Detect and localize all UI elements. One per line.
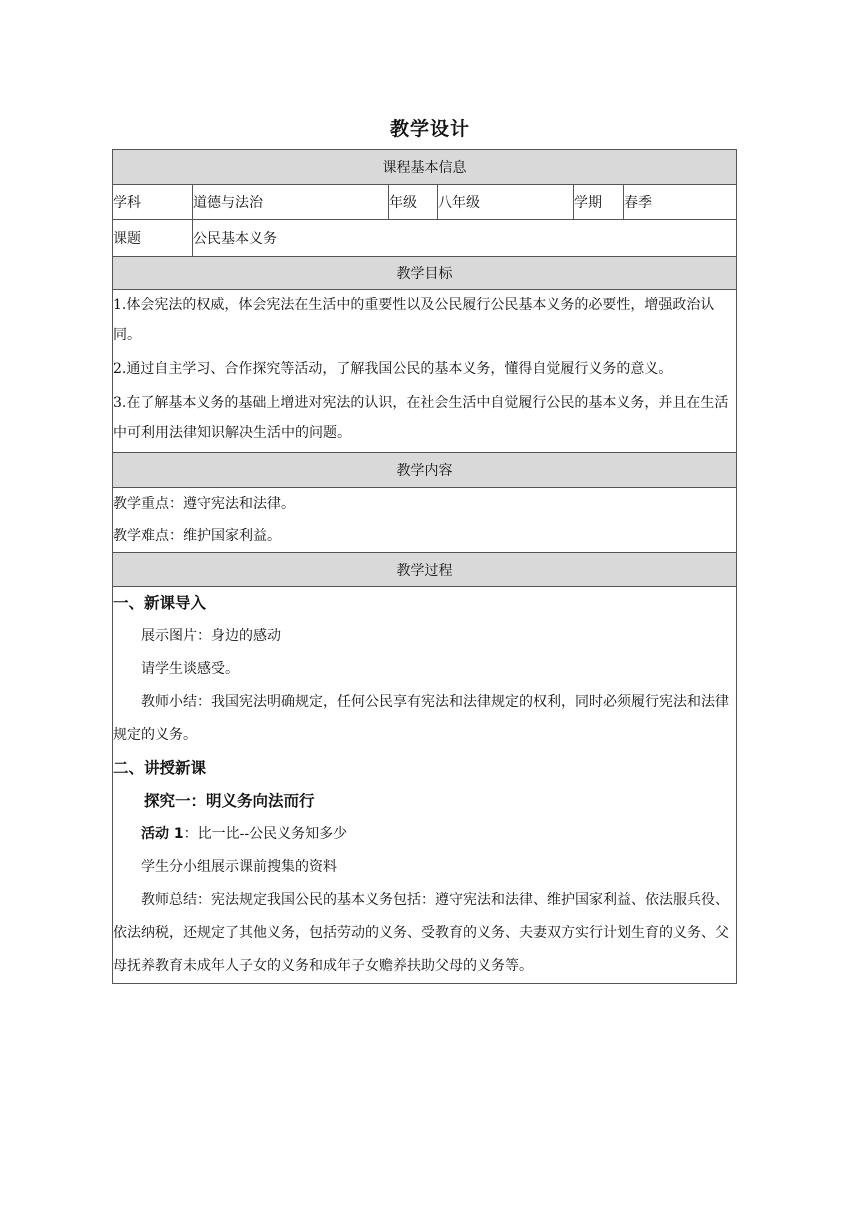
topic-value: 公民基本义务 bbox=[193, 220, 737, 257]
objective-item: 2.通过自主学习、合作探究等活动，了解我国公民的基本义务，懂得自觉履行义务的意义。 bbox=[113, 361, 673, 377]
content-header: 教学内容 bbox=[113, 453, 737, 488]
activity-text: ：比一比--公民义务知多少 bbox=[183, 826, 348, 842]
objective-item: 1.体会宪法的权威，体会宪法在生活中的重要性以及公民履行公民基本义务的必要性，增强政治认同。 bbox=[113, 297, 715, 343]
process-line: 展示图片：身边的感动 bbox=[141, 628, 281, 644]
process-header: 教学过程 bbox=[113, 553, 737, 587]
topic-label: 课题 bbox=[113, 220, 193, 257]
subject-label: 学科 bbox=[113, 185, 193, 220]
document-title: 教学设计 bbox=[389, 118, 470, 140]
process-body bbox=[113, 587, 737, 984]
objectives-list bbox=[113, 290, 737, 453]
objective-item: 3.在了解基本义务的基础上增进对宪法的认识，在社会生活中自觉履行公民的基本义务，并且在生活中可利用法律知识解决生活中的问题。 bbox=[113, 395, 729, 441]
key-point: 教学重点：遵守宪法和法律。 bbox=[113, 496, 295, 512]
activity-line bbox=[113, 818, 736, 851]
difficult-point: 教学难点：维护国家利益。 bbox=[113, 528, 281, 544]
activity-label: 活动 1 bbox=[141, 826, 184, 842]
basic-info-header: 课程基本信息 bbox=[113, 150, 737, 185]
process-line: 教师小结：我国宪法明确规定，任何公民享有宪法和法律规定的权利，同时必须履行宪法和法律规定的义务。 bbox=[113, 694, 729, 743]
section-title: 一、新课导入 bbox=[113, 594, 207, 612]
objectives-header: 教学目标 bbox=[113, 257, 737, 290]
grade-label: 年级 bbox=[389, 185, 438, 220]
subject-value: 道德与法治 bbox=[193, 185, 389, 220]
lesson-plan-table bbox=[112, 149, 737, 984]
content-body bbox=[113, 488, 737, 553]
teacher-summary: 教师总结：宪法规定我国公民的基本义务包括：遵守宪法和法律、维护国家利益、依法服兵役、依法纳税，还规定了其他义务，包括劳动的义务、受教育的义务、夫妻双方实行计划生育的义务、父母抚养教育未成年人子女的义务和成年子女赡养扶助父母的义务等。 bbox=[113, 892, 729, 974]
term-label: 学期 bbox=[574, 185, 624, 220]
process-line: 学生分小组展示课前搜集的资料 bbox=[141, 859, 337, 875]
section-title: 二、讲授新课 bbox=[113, 759, 207, 777]
term-value: 春季 bbox=[624, 185, 737, 220]
grade-value: 八年级 bbox=[438, 185, 574, 220]
process-line: 请学生谈感受。 bbox=[141, 661, 239, 677]
explore-title: 探究一：明义务向法而行 bbox=[144, 792, 315, 810]
